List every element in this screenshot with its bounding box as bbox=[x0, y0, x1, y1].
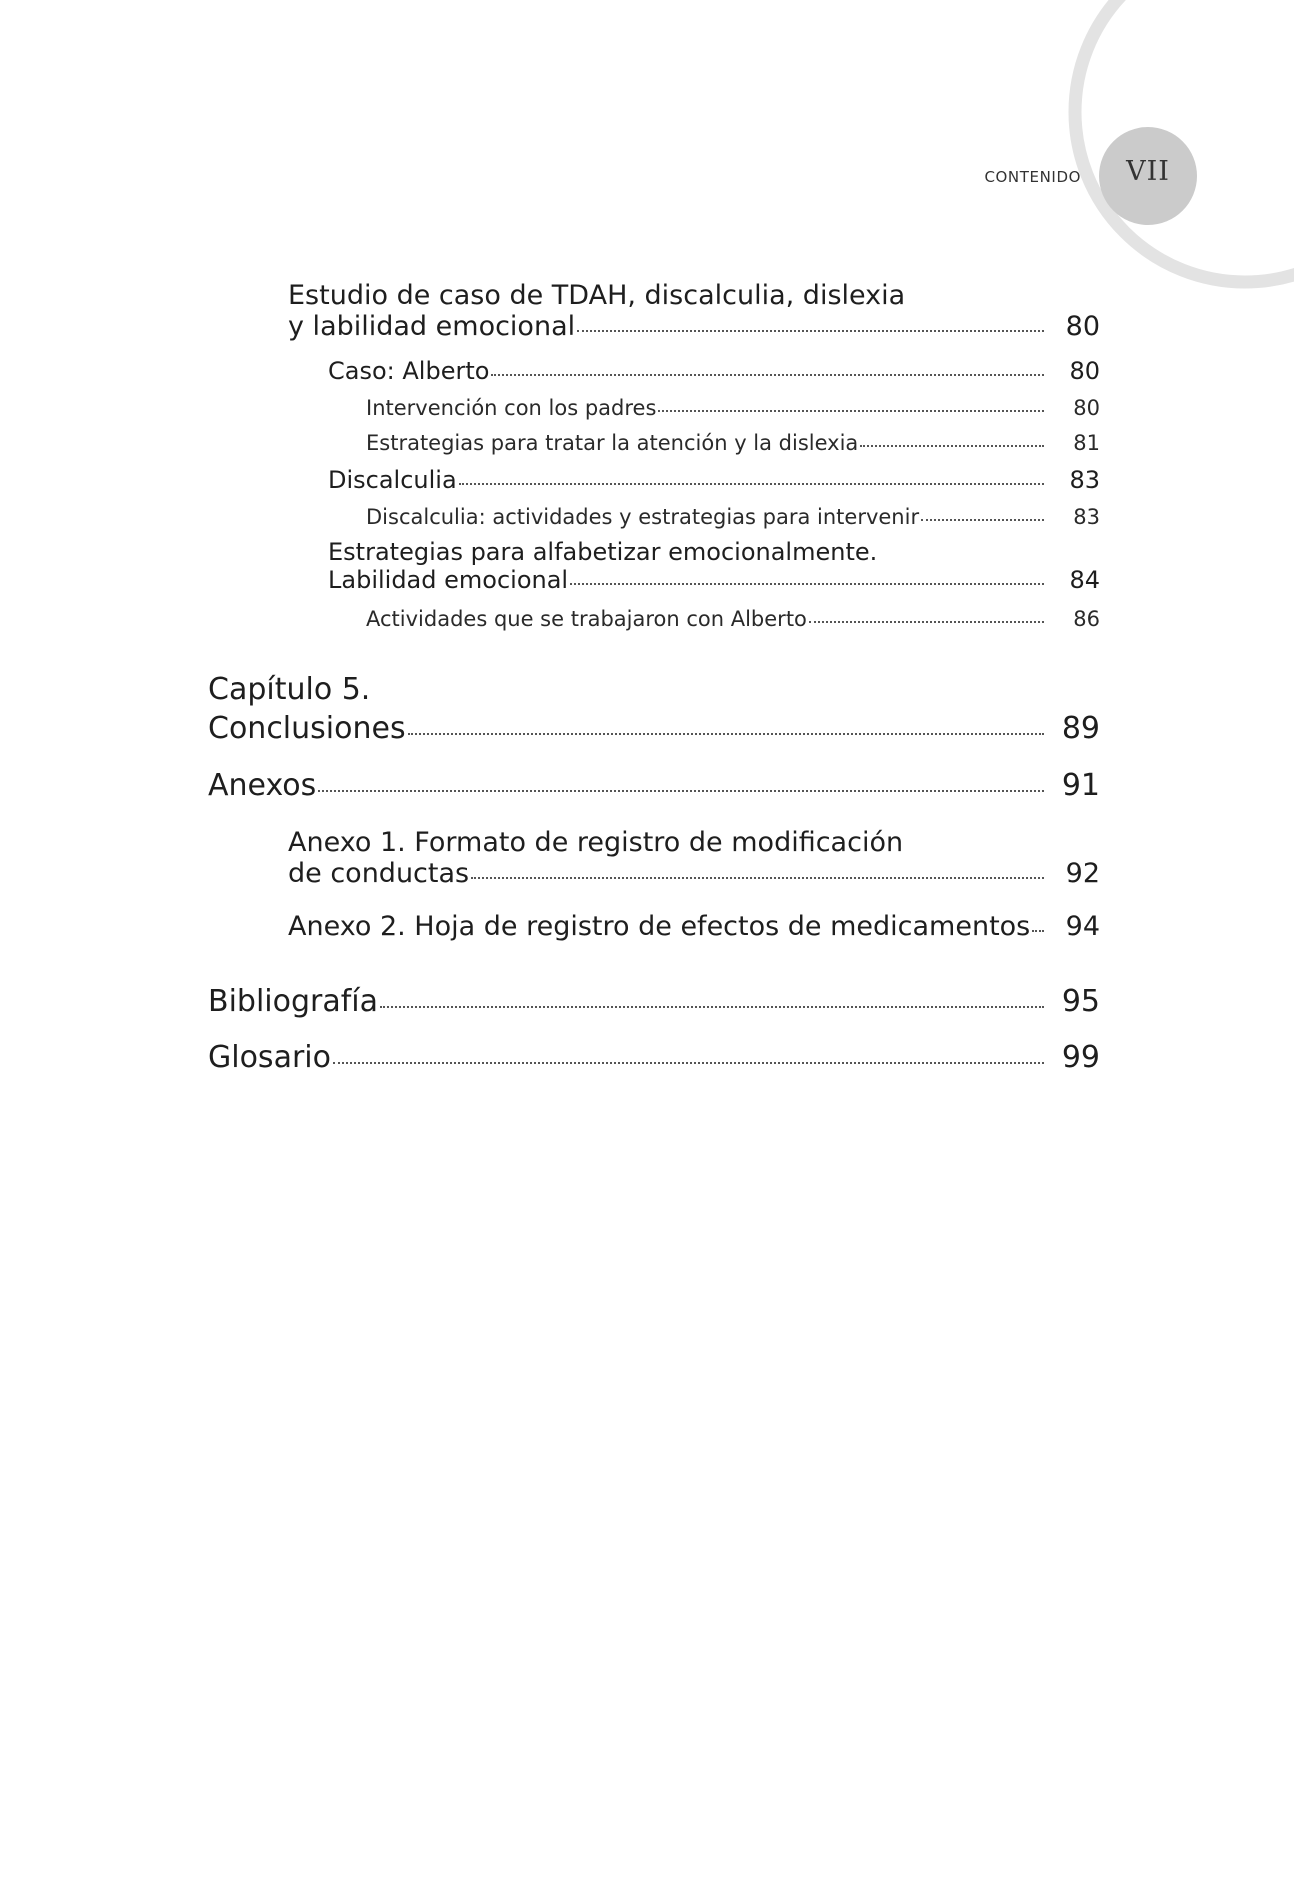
toc-entry bbox=[328, 357, 1100, 385]
page-number-badge bbox=[1099, 127, 1197, 225]
leader-dots bbox=[921, 519, 1044, 521]
toc-entry-title: Discalculia bbox=[328, 466, 457, 494]
toc-page-number: 92 bbox=[1065, 858, 1100, 889]
toc-page-number: 81 bbox=[1073, 431, 1100, 455]
toc-entry-title-line1: Estrategias para alfabetizar emocionalmente. bbox=[328, 538, 878, 566]
toc-entry-title-line2: y labilidad emocional bbox=[288, 311, 576, 342]
toc-entry bbox=[328, 466, 1100, 494]
toc-entry-title: Glosario bbox=[208, 1040, 331, 1075]
toc-entry bbox=[366, 505, 1100, 529]
toc-entry bbox=[288, 280, 1100, 342]
toc-entry-title: Discalculia: actividades y estrategias para intervenir bbox=[366, 505, 920, 529]
leader-dots bbox=[333, 1062, 1044, 1064]
toc-entry bbox=[366, 431, 1100, 455]
toc-page-number: 95 bbox=[1061, 984, 1100, 1019]
toc-page-number: 91 bbox=[1061, 768, 1100, 803]
leader-dots bbox=[471, 877, 1044, 879]
toc-entry-chapter bbox=[208, 768, 1100, 803]
toc-entry-title-line1: Estudio de caso de TDAH, discalculia, dislexia bbox=[288, 280, 906, 311]
toc-page-number: 84 bbox=[1069, 566, 1100, 594]
leader-dots bbox=[658, 410, 1044, 412]
toc-entry-title-line2: de conductas bbox=[288, 858, 470, 889]
leader-dots bbox=[408, 733, 1044, 735]
toc-entry-chapter bbox=[208, 984, 1100, 1019]
toc-page-number: 80 bbox=[1065, 311, 1100, 342]
leader-dots bbox=[809, 621, 1044, 623]
leader-dots bbox=[860, 445, 1044, 447]
toc-entry-title: Bibliografía bbox=[208, 984, 379, 1019]
toc-page-number: 80 bbox=[1069, 357, 1100, 385]
toc-entry bbox=[288, 827, 1100, 889]
toc-entry bbox=[328, 538, 1100, 594]
toc-page-number: 83 bbox=[1073, 505, 1100, 529]
toc-entry bbox=[288, 911, 1100, 942]
toc-entry-title-line2: Conclusiones bbox=[208, 711, 406, 746]
toc-entry bbox=[366, 396, 1100, 420]
toc-entry bbox=[366, 607, 1100, 631]
toc-entry-title: Intervención con los padres bbox=[366, 396, 657, 420]
toc-page-number: 89 bbox=[1061, 711, 1100, 746]
toc-entry-chapter bbox=[208, 1040, 1100, 1075]
leader-dots bbox=[459, 483, 1044, 485]
toc-entry-title-line1: Capítulo 5. bbox=[208, 672, 371, 707]
leader-dots bbox=[491, 374, 1044, 376]
toc-entry-title-line2: Labilidad emocional bbox=[328, 566, 569, 594]
toc-entry-title-line1: Anexo 1. Formato de registro de modificación bbox=[288, 827, 904, 858]
leader-dots bbox=[1032, 930, 1044, 932]
leader-dots bbox=[577, 330, 1044, 332]
leader-dots bbox=[318, 790, 1044, 792]
toc-entry-chapter bbox=[208, 672, 1100, 746]
toc-entry-title: Anexos bbox=[208, 768, 317, 803]
toc-entry-title: Caso: Alberto bbox=[328, 357, 490, 385]
toc-page-number: 86 bbox=[1073, 607, 1100, 631]
toc-page-number: 80 bbox=[1073, 396, 1100, 420]
running-header: CONTENIDO bbox=[984, 168, 1081, 186]
toc-entry-title: Actividades que se trabajaron con Alberto bbox=[366, 607, 807, 631]
leader-dots bbox=[380, 1006, 1044, 1008]
toc-page-number: 94 bbox=[1065, 911, 1100, 942]
toc-entry-title: Estrategias para tratar la atención y la dislexia bbox=[366, 431, 859, 455]
toc-page-number: 99 bbox=[1061, 1040, 1100, 1075]
page-number: VII bbox=[1126, 156, 1170, 187]
leader-dots bbox=[570, 583, 1044, 585]
toc-entry-title: Anexo 2. Hoja de registro de efectos de medicamentos bbox=[288, 911, 1031, 942]
toc-page-number: 83 bbox=[1069, 466, 1100, 494]
